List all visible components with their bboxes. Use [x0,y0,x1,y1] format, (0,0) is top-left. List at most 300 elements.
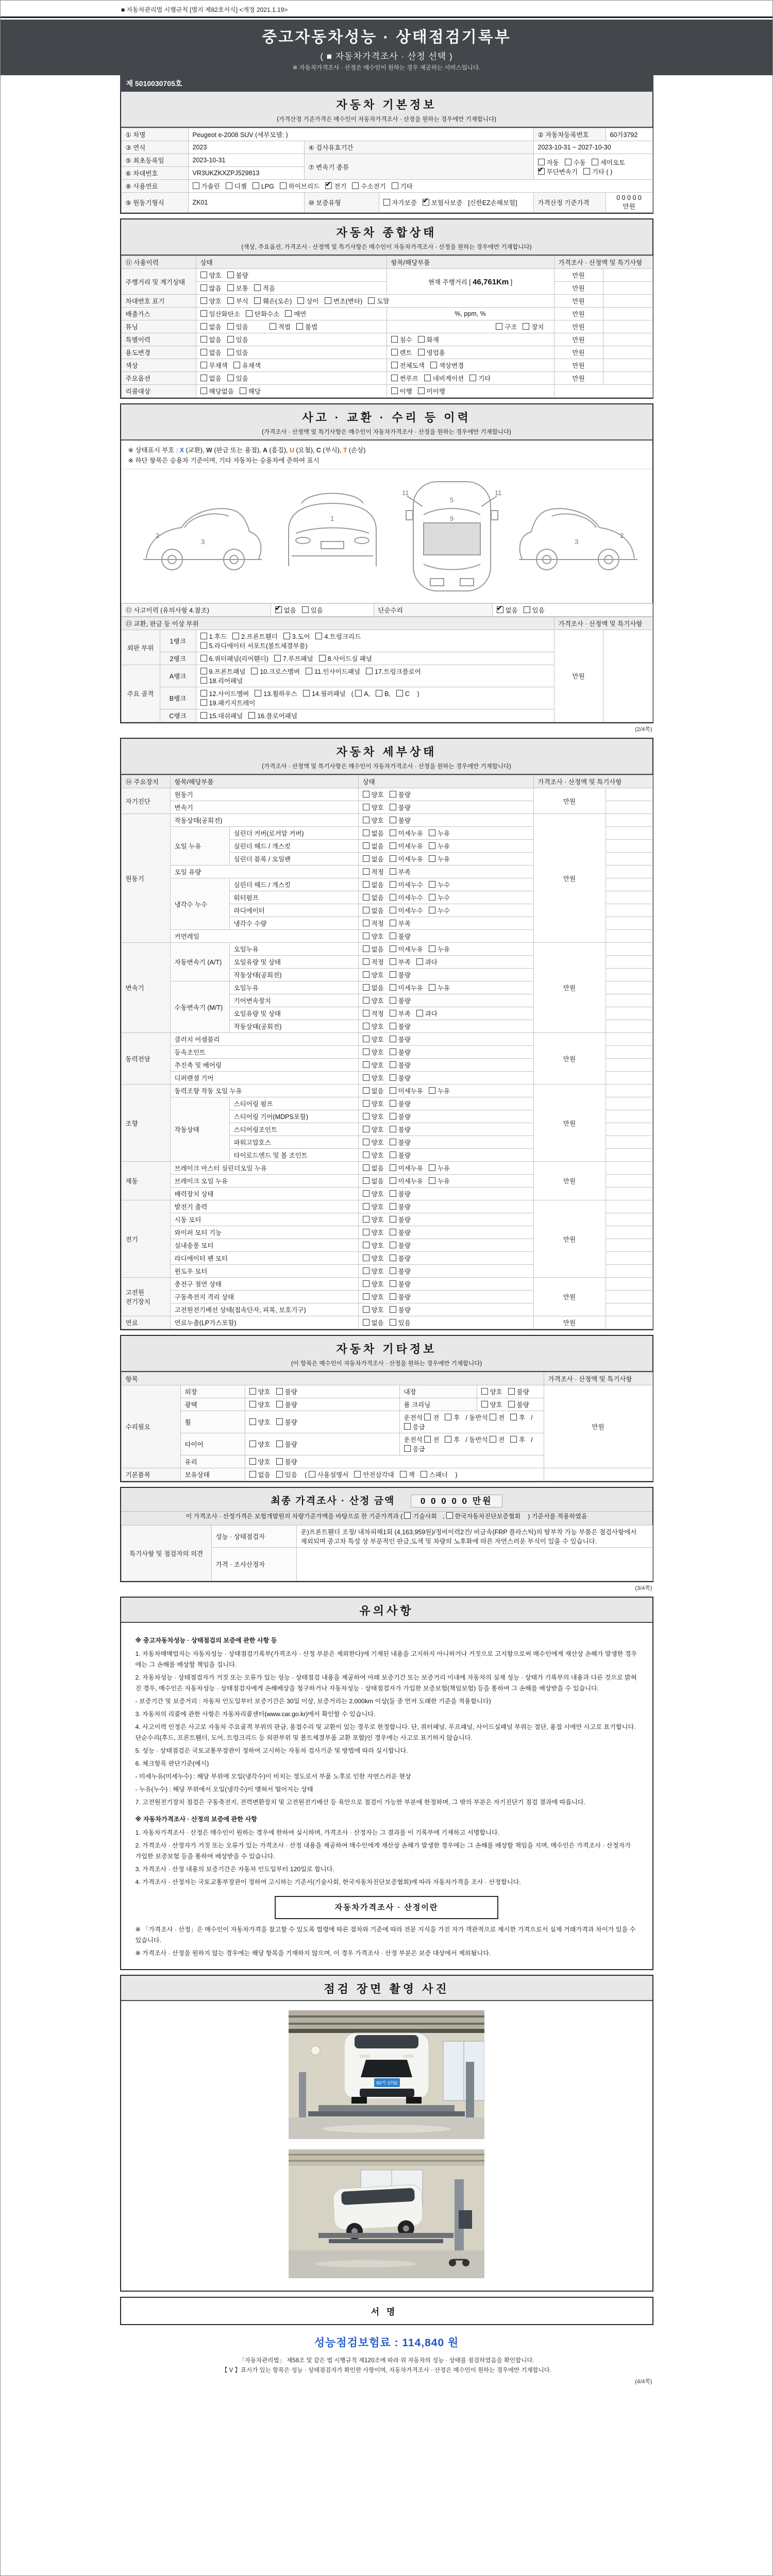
checkbox-icon[interactable] [363,907,369,913]
checkbox-icon[interactable] [390,1126,396,1132]
checkbox-양호[interactable] [363,790,384,799]
checkbox-11.인사이드패널[interactable] [306,667,360,676]
checkbox-icon[interactable] [523,323,529,330]
checkbox-누유[interactable] [429,854,450,863]
checkbox-6.쿼터패널(리어휀더)[interactable] [200,654,268,663]
checkbox-네비게이션[interactable] [424,374,464,383]
checkbox-icon[interactable] [538,159,545,165]
checkbox-없음[interactable] [363,1086,384,1095]
checkbox-icon[interactable] [363,984,369,991]
checkbox-미세누유[interactable] [390,1086,423,1095]
checkbox-icon[interactable] [363,868,369,875]
checkbox-누유[interactable] [429,1176,450,1185]
checkbox-양호[interactable] [249,1387,271,1396]
checkbox-icon[interactable] [363,1126,369,1132]
checkbox-icon[interactable] [396,690,403,697]
checkbox-icon[interactable] [368,297,375,304]
checkbox-icon[interactable] [430,362,437,368]
checkbox-icon[interactable] [355,690,362,697]
checkbox-미세누유[interactable] [390,944,423,954]
checkbox-불량[interactable] [390,931,411,941]
checkbox-누수[interactable] [429,906,450,915]
checkbox-icon[interactable] [390,958,396,965]
checkbox-부족[interactable] [390,957,411,967]
checkbox-icon[interactable] [390,1267,396,1274]
checkbox-누수[interactable] [429,893,450,902]
checkbox-불량[interactable] [276,1387,297,1396]
checkbox-icon[interactable] [227,336,234,343]
checkbox-icon[interactable] [363,1061,369,1068]
checkbox-icon[interactable] [363,1319,369,1326]
checkbox-미이행[interactable] [418,386,445,396]
checkbox-양호[interactable] [363,1138,384,1147]
checkbox-디젤[interactable] [226,181,247,191]
checkbox-icon[interactable] [429,829,435,836]
checkbox-전체도색[interactable] [391,361,425,370]
checkbox-icon[interactable] [421,1471,427,1478]
checkbox-icon[interactable] [200,655,207,662]
checkbox-icon[interactable] [363,1216,369,1223]
checkbox-양호[interactable] [200,296,222,306]
checkbox-icon[interactable] [583,168,590,175]
checkbox-icon[interactable] [363,1036,369,1042]
checkbox-icon[interactable] [391,375,398,381]
checkbox-LPG[interactable] [253,182,274,190]
checkbox-13.휠하우스[interactable] [255,689,297,698]
checkbox-미세누수[interactable] [390,906,423,915]
checkbox-양호[interactable] [363,1060,384,1070]
checkbox-응급[interactable] [404,1444,425,1453]
checkbox-없음[interactable] [200,348,222,357]
checkbox-checked-icon[interactable] [423,199,429,206]
checkbox-가솔린[interactable] [193,181,220,191]
checkbox-icon[interactable] [200,642,207,649]
checkbox-icon[interactable] [390,1319,396,1326]
checkbox-양호[interactable] [363,1292,384,1301]
checkbox-icon[interactable] [445,1414,451,1420]
checkbox-icon[interactable] [390,1293,396,1300]
checkbox-부족[interactable] [390,867,411,876]
checkbox-icon[interactable] [200,375,207,381]
checkbox-icon[interactable] [390,945,396,952]
checkbox-불량[interactable] [390,1305,411,1314]
checkbox-icon[interactable] [390,1023,396,1029]
checkbox-불량[interactable] [390,1138,411,1147]
checkbox-침수[interactable] [391,335,412,344]
checkbox-불량[interactable] [390,970,411,979]
checkbox-기타[interactable] [392,181,413,191]
checkbox-부족[interactable] [390,919,411,928]
checkbox-icon[interactable] [429,842,435,849]
checkbox-양호[interactable] [363,996,384,1005]
checkbox-사용설명서[interactable] [309,1470,348,1479]
checkbox-매연[interactable] [285,309,306,318]
checkbox-icon[interactable] [200,668,207,674]
checkbox-icon[interactable] [366,668,373,674]
checkbox-icon[interactable] [249,1418,256,1425]
checkbox-적정[interactable] [363,867,384,876]
checkbox-icon[interactable] [508,1388,515,1395]
checkbox-불량[interactable] [390,1150,411,1160]
checkbox-icon[interactable] [227,323,234,330]
checkbox-누유[interactable] [429,1163,450,1173]
checkbox-icon[interactable] [363,997,369,1004]
checkbox-icon[interactable] [404,1512,411,1519]
checkbox-icon[interactable] [363,855,369,862]
checkbox-있음[interactable] [302,605,323,615]
checkbox-17.트렁크플로어[interactable] [366,667,421,676]
checkbox-icon[interactable] [429,945,435,952]
checkbox-양호[interactable] [200,270,222,280]
checkbox-icon[interactable] [390,842,396,849]
checkbox-한국자동차진단보증협회[interactable] [446,1512,521,1520]
checkbox-icon[interactable] [429,1087,435,1094]
checkbox-icon[interactable] [363,1280,369,1287]
checkbox-불량[interactable] [390,1073,411,1082]
checkbox-불량[interactable] [390,1279,411,1289]
checkbox-양호[interactable] [363,1253,384,1263]
checkbox-icon[interactable] [390,1242,396,1248]
checkbox-icon[interactable] [416,958,423,965]
checkbox-icon[interactable] [390,1087,396,1094]
checkbox-미세누유[interactable] [390,1176,423,1185]
checkbox-양호[interactable] [363,931,384,941]
checkbox-없음[interactable] [363,944,384,954]
checkbox-icon[interactable] [363,1139,369,1145]
checkbox-누유[interactable] [429,1086,450,1095]
checkbox-19.패키지트레이[interactable] [200,698,256,707]
checkbox-양호[interactable] [249,1439,271,1449]
checkbox-icon[interactable] [254,297,261,304]
checkbox-icon[interactable] [390,1074,396,1081]
checkbox-icon[interactable] [429,855,435,862]
checkbox-불량[interactable] [390,1060,411,1070]
checkbox-icon[interactable] [200,336,207,343]
checkbox-미세누유[interactable] [390,1163,423,1173]
checkbox-icon[interactable] [303,690,310,697]
checkbox-없음[interactable] [249,1470,271,1479]
checkbox-응급[interactable] [404,1422,425,1431]
checkbox-icon[interactable] [200,297,207,304]
checkbox-기타 ( )[interactable] [583,167,612,176]
checkbox-icon[interactable] [200,633,207,639]
checkbox-불량[interactable] [227,270,248,280]
checkbox-탄화수소[interactable] [246,309,279,318]
checkbox-icon[interactable] [200,699,207,706]
checkbox-icon[interactable] [390,1164,396,1171]
checkbox-18.리어패널[interactable] [200,676,243,685]
checkbox-icon[interactable] [227,349,234,355]
checkbox-양호[interactable] [363,1228,384,1237]
checkbox-icon[interactable] [424,375,431,381]
checkbox-checked-icon[interactable] [275,606,282,613]
checkbox-구조[interactable] [496,322,517,331]
checkbox-후[interactable] [510,1435,525,1444]
checkbox-3.도어[interactable] [283,632,310,641]
checkbox-불량[interactable] [390,1189,411,1198]
checkbox-icon[interactable] [193,182,199,189]
checkbox-2.프론트휀더[interactable] [232,632,278,641]
checkbox-안전삼각대[interactable] [354,1470,394,1479]
checkbox-icon[interactable] [276,1458,283,1465]
checkbox-icon[interactable] [390,971,396,978]
checkbox-icon[interactable] [276,1418,283,1425]
checkbox-없음[interactable] [275,605,296,615]
checkbox-icon[interactable] [363,817,369,823]
checkbox-전[interactable] [490,1435,505,1444]
checkbox-10.크로스멤버[interactable] [251,667,300,676]
checkbox-불량[interactable] [276,1457,297,1466]
checkbox-자가보증[interactable] [383,198,417,207]
checkbox-icon[interactable] [363,958,369,965]
checkbox-icon[interactable] [390,1151,396,1158]
checkbox-미세누유[interactable] [390,841,423,851]
checkbox-있음[interactable] [524,605,545,615]
checkbox-불량[interactable] [390,1241,411,1250]
checkbox-icon[interactable] [390,1139,396,1145]
checkbox-icon[interactable] [363,881,369,888]
checkbox-icon[interactable] [390,997,396,1004]
checkbox-과다[interactable] [416,957,438,967]
checkbox-icon[interactable] [429,1177,435,1184]
checkbox-불량[interactable] [276,1439,297,1449]
checkbox-icon[interactable] [390,855,396,862]
checkbox-12.사이드멤버[interactable] [200,689,249,698]
checkbox-미세누유[interactable] [390,983,423,992]
checkbox-영업용[interactable] [418,348,445,357]
checkbox-icon[interactable] [390,881,396,888]
checkbox-icon[interactable] [390,1203,396,1210]
checkbox-icon[interactable] [283,633,290,639]
checkbox-후[interactable] [445,1435,460,1444]
checkbox-icon[interactable] [200,677,207,684]
checkbox-양호[interactable] [249,1417,271,1427]
checkbox-불량[interactable] [390,1253,411,1263]
checkbox-icon[interactable] [200,690,207,697]
checkbox-icon[interactable] [255,690,261,697]
checkbox-해당[interactable] [240,386,261,396]
checkbox-icon[interactable] [306,668,312,674]
checkbox-없음[interactable] [363,983,384,992]
checkbox-양호[interactable] [363,1099,384,1108]
checkbox-양호[interactable] [481,1400,502,1409]
checkbox-icon[interactable] [445,1436,451,1443]
checkbox-icon[interactable] [391,349,398,355]
checkbox-icon[interactable] [490,1414,496,1420]
checkbox-icon[interactable] [315,633,322,639]
checkbox-icon[interactable] [249,1401,256,1408]
checkbox-불량[interactable] [390,1266,411,1276]
checkbox-icon[interactable] [363,1242,369,1248]
checkbox-양호[interactable] [363,1202,384,1211]
checkbox-7.루프패널[interactable] [274,654,313,663]
checkbox-불량[interactable] [276,1400,297,1409]
checkbox-있음[interactable] [276,1470,297,1479]
checkbox-icon[interactable] [390,1306,396,1313]
checkbox-불량[interactable] [390,1292,411,1301]
checkbox-변조(변타)[interactable] [325,296,363,306]
checkbox-icon[interactable] [274,655,281,662]
checkbox-양호[interactable] [363,816,384,825]
checkbox-양호[interactable] [363,1215,384,1224]
checkbox-미세누유[interactable] [390,828,423,838]
checkbox-양호[interactable] [363,1022,384,1031]
checkbox-icon[interactable] [390,804,396,810]
checkbox-icon[interactable] [418,336,425,343]
checkbox-icon[interactable] [390,1190,396,1197]
checkbox-무단변속기[interactable] [538,167,578,176]
checkbox-양호[interactable] [249,1457,271,1466]
checkbox-icon[interactable] [325,297,331,304]
checkbox-icon[interactable] [418,349,425,355]
checkbox-양호[interactable] [363,1279,384,1289]
checkbox-icon[interactable] [251,668,258,674]
checkbox-icon[interactable] [270,323,276,330]
checkbox-icon[interactable] [233,362,240,368]
checkbox-icon[interactable] [391,387,398,394]
checkbox-없음[interactable] [497,605,518,615]
checkbox-icon[interactable] [363,894,369,901]
checkbox-icon[interactable] [363,933,369,939]
checkbox-icon[interactable] [363,971,369,978]
checkbox-icon[interactable] [363,829,369,836]
checkbox-있음[interactable] [227,335,248,344]
checkbox-양호[interactable] [363,1073,384,1082]
checkbox-icon[interactable] [363,791,369,798]
checkbox-icon[interactable] [404,1445,411,1452]
checkbox-icon[interactable] [354,1471,361,1478]
checkbox-불량[interactable] [390,996,411,1005]
checkbox-icon[interactable] [429,907,435,913]
checkbox-이행[interactable] [391,386,412,396]
checkbox-icon[interactable] [391,336,398,343]
checkbox-불량[interactable] [276,1417,297,1427]
checkbox-icon[interactable] [276,1440,283,1447]
checkbox-양호[interactable] [363,1150,384,1160]
checkbox-불량[interactable] [508,1387,529,1396]
checkbox-양호[interactable] [363,1241,384,1250]
checkbox-icon[interactable] [226,182,232,189]
checkbox-icon[interactable] [418,387,425,394]
checkbox-icon[interactable] [363,1177,369,1184]
checkbox-icon[interactable] [496,323,502,330]
checkbox-icon[interactable] [400,1471,407,1478]
checkbox-icon[interactable] [510,1414,517,1420]
checkbox-15.대쉬패널[interactable] [200,711,243,720]
checkbox-icon[interactable] [227,284,234,291]
checkbox-icon[interactable] [390,829,396,836]
checkbox-무채색[interactable] [200,361,228,370]
checkbox-icon[interactable] [510,1436,517,1443]
checkbox-icon[interactable] [200,387,207,394]
checkbox-후[interactable] [510,1413,525,1422]
checkbox-icon[interactable] [249,1471,256,1478]
checkbox-불량[interactable] [390,816,411,825]
checkbox-없음[interactable] [363,841,384,851]
checkbox-icon[interactable] [424,1436,431,1443]
checkbox-icon[interactable] [363,1164,369,1171]
checkbox-icon[interactable] [363,1113,369,1120]
checkbox-양호[interactable] [363,970,384,979]
checkbox-icon[interactable] [363,1306,369,1313]
checkbox-icon[interactable] [232,633,239,639]
checkbox-하이브리드[interactable] [280,181,320,191]
checkbox-icon[interactable] [429,881,435,888]
checkbox-icon[interactable] [429,984,435,991]
checkbox-보통[interactable] [227,283,248,293]
checkbox-icon[interactable] [363,1048,369,1055]
checkbox-불량[interactable] [390,1047,411,1057]
checkbox-불량[interactable] [390,1112,411,1121]
checkbox-9.프론트패널[interactable] [200,667,246,676]
checkbox-icon[interactable] [390,1048,396,1055]
checkbox-썬루프[interactable] [391,374,418,383]
checkbox-불량[interactable] [390,790,411,799]
checkbox-전[interactable] [424,1435,439,1444]
checkbox-1.후드[interactable] [200,632,227,641]
checkbox-icon[interactable] [390,1010,396,1016]
checkbox-checked-icon[interactable] [497,606,503,613]
checkbox-없음[interactable] [363,893,384,902]
checkbox-icon[interactable] [280,182,287,189]
checkbox-적정[interactable] [363,1009,384,1018]
checkbox-icon[interactable] [296,323,303,330]
checkbox-icon[interactable] [363,1203,369,1210]
checkbox-16.플로어패널[interactable] [248,711,297,720]
checkbox-icon[interactable] [363,920,369,926]
checkbox-icon[interactable] [363,1023,369,1029]
checkbox-icon[interactable] [248,712,255,719]
checkbox-icon[interactable] [200,349,207,355]
checkbox-icon[interactable] [363,842,369,849]
checkbox-불량[interactable] [390,1125,411,1134]
checkbox-icon[interactable] [200,272,207,278]
checkbox-불량[interactable] [390,803,411,812]
checkbox-불량[interactable] [390,1228,411,1237]
checkbox-icon[interactable] [200,362,207,368]
checkbox-icon[interactable] [363,804,369,810]
checkbox-icon[interactable] [469,375,476,381]
checkbox-icon[interactable] [446,1512,453,1519]
checkbox-불량[interactable] [390,1202,411,1211]
checkbox-icon[interactable] [481,1401,488,1408]
checkbox-수소전기[interactable] [352,181,385,191]
checkbox-미세누수[interactable] [390,893,423,902]
checkbox-있음[interactable] [227,348,248,357]
checkbox-icon[interactable] [302,606,309,613]
checkbox-적법[interactable] [270,322,291,331]
checkbox-icon[interactable] [227,375,234,381]
checkbox-icon[interactable] [392,182,398,189]
checkbox-icon[interactable] [249,1458,256,1465]
checkbox-icon[interactable] [363,945,369,952]
checkbox-icon[interactable] [249,1388,256,1395]
checkbox-렌트[interactable] [391,348,412,357]
checkbox-icon[interactable] [319,655,326,662]
checkbox-icon[interactable] [200,323,207,330]
checkbox-불법[interactable] [296,322,317,331]
checkbox-checked-icon[interactable] [538,168,545,175]
checkbox-icon[interactable] [253,182,259,189]
checkbox-icon[interactable] [390,1061,396,1068]
checkbox-부식[interactable] [227,296,248,306]
checkbox-icon[interactable] [390,1280,396,1287]
checkbox-없음[interactable] [363,854,384,863]
checkbox-icon[interactable] [363,1190,369,1197]
checkbox-icon[interactable] [200,284,207,291]
checkbox-icon[interactable] [363,1255,369,1261]
checkbox-도말[interactable] [368,296,389,306]
